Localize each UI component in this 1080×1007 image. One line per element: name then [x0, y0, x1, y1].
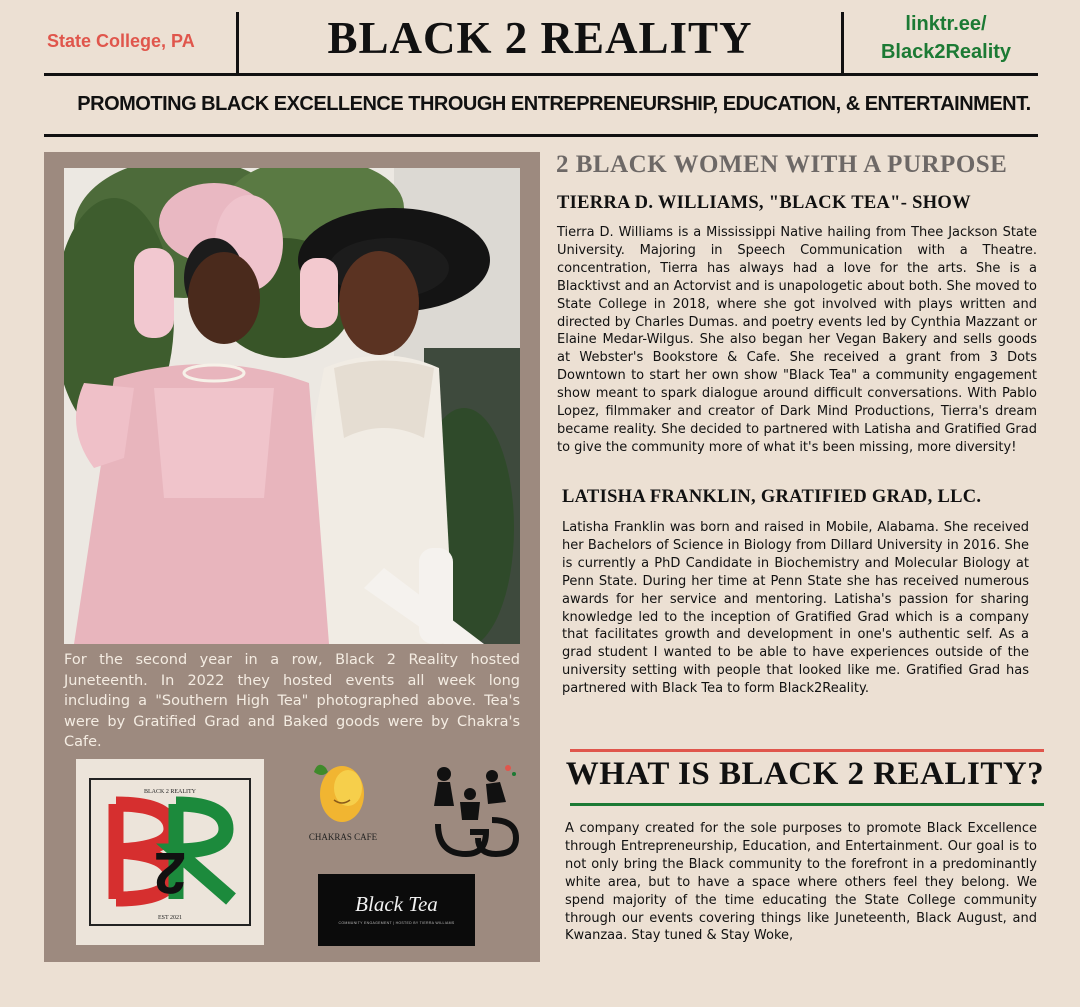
link-line-1: linktr.ee/	[905, 13, 987, 35]
svg-text:2: 2	[153, 840, 187, 905]
what-is-heading: WHAT IS BLACK 2 REALITY?	[565, 756, 1045, 792]
person2-bio: Latisha Franklin was born and raised in Mobile, Alabama. She received her Bachelors of Science in Biology from Dillard University in 2016. She is currently a PhD Candidate in Biochemistry and Molecular Biology at Penn State. During her time at Penn State she has received numerous awards for her service and mentoring. Latisha's passion for sharing knowledge led to the inception of Gratified Grad which is a company that facilitates growth and development in one's authentic self. As a grad student I wanted to be able to have experiences outside of the university setting with people that looked like me. Gratified Grad has partnered with Black Tea to form Black2Reality.	[562, 520, 1029, 697]
person1-bio: Tierra D. Williams is a Mississippi Native hailing from Thee Jackson State University. Majoring in Speech Communication with a Theatre. concentration, Tierra has always had a love for the arts. She is a Blacktivst and an Actorvist and is unapologetic about both. She moved to State College in 2018, where she got involved with plays written and directed by Charles Dumas. and poetry events led by Cynthia Mazzant or Elaine Medar-Wilgus. She also began her Vegan Bakery and sells goods at Webster's Bookstore & Cafe. She received a grant from 3 Dots Downtown to start her own show "Black Tea" a community engagement show meant to spark dialogue around difficult conversations. With Pablo Lopez, filmmaker and creator of Dark Mind Productions, Tierra's dream became reality. She decided to partnered with Latisha and Gratified Grad to give the community more of what it's been missing, more diversity!	[557, 225, 1037, 455]
gratified-grad-logo	[430, 762, 520, 858]
b2r-logo-graphic	[76, 759, 264, 945]
header-divider-right	[841, 12, 844, 74]
chakras-cafe-logo	[308, 758, 378, 848]
section-heading-purpose: 2 BLACK WOMEN WITH A PURPOSE	[556, 151, 1008, 178]
what-heading-rule-red	[570, 749, 1044, 752]
photo-illustration	[64, 168, 520, 644]
black-tea-logo-text: Black Tea	[355, 892, 438, 916]
b2r-logo-bottom-text: EST 2021	[157, 915, 183, 921]
person1-heading: TIERRA D. WILLIAMS, "BLACK TEA"- SHOW	[557, 193, 971, 213]
person2-heading: LATISHA FRANKLIN, GRATIFIED GRAD, LLC.	[562, 487, 982, 507]
black-2-reality-logo	[76, 759, 264, 945]
mango-icon	[308, 758, 378, 848]
header-divider-left	[236, 12, 239, 74]
what-heading-rule-green	[570, 803, 1044, 806]
b2r-logo-top-text: BLACK 2 REALITY	[144, 789, 196, 795]
black-tea-logo-subtext: COMMUNITY ENGAGEMENT | HOSTED BY TIERRA WILLIAMS	[338, 921, 455, 925]
page-title: BLACK 2 REALITY	[327, 13, 753, 63]
link-line-2: Black2Reality	[880, 41, 1012, 63]
event-photo	[64, 168, 520, 644]
header-rule-bottom	[44, 134, 1038, 137]
header-rule-top	[44, 73, 1038, 76]
photo-caption: For the second year in a row, Black 2 Reality hosted Juneteenth. In 2022 they hosted events all week long including a "Southern High Tea" photographed above. Tea's were by Gratified Grad and Baked goods were by Chakra's Cafe.	[64, 652, 520, 750]
chakras-logo-text: CHAKRAS CAFE	[308, 832, 378, 842]
black-tea-logo	[318, 874, 475, 946]
what-is-body: A company created for the sole purposes to promote Black Excellence through Entrepreneurship, Education, and Entertainment. Our goal is to not only bring the Black community to the forefront in a predominantly white area, but to have a space where others feel they belong. We spend majority of the time educating the State College community through our events covering things like Juneteenth, Black August, and Kwanzaa. Stay tuned & Stay Woke,	[565, 821, 1037, 944]
linktree-link[interactable]	[846, 10, 1046, 66]
location-label: State College, PA	[47, 31, 195, 51]
tagline: PROMOTING BLACK EXCELLENCE THROUGH ENTREPRENEURSHIP, EDUCATION, & ENTERTAINMENT.	[77, 93, 1031, 115]
dancers-icon	[430, 762, 520, 858]
